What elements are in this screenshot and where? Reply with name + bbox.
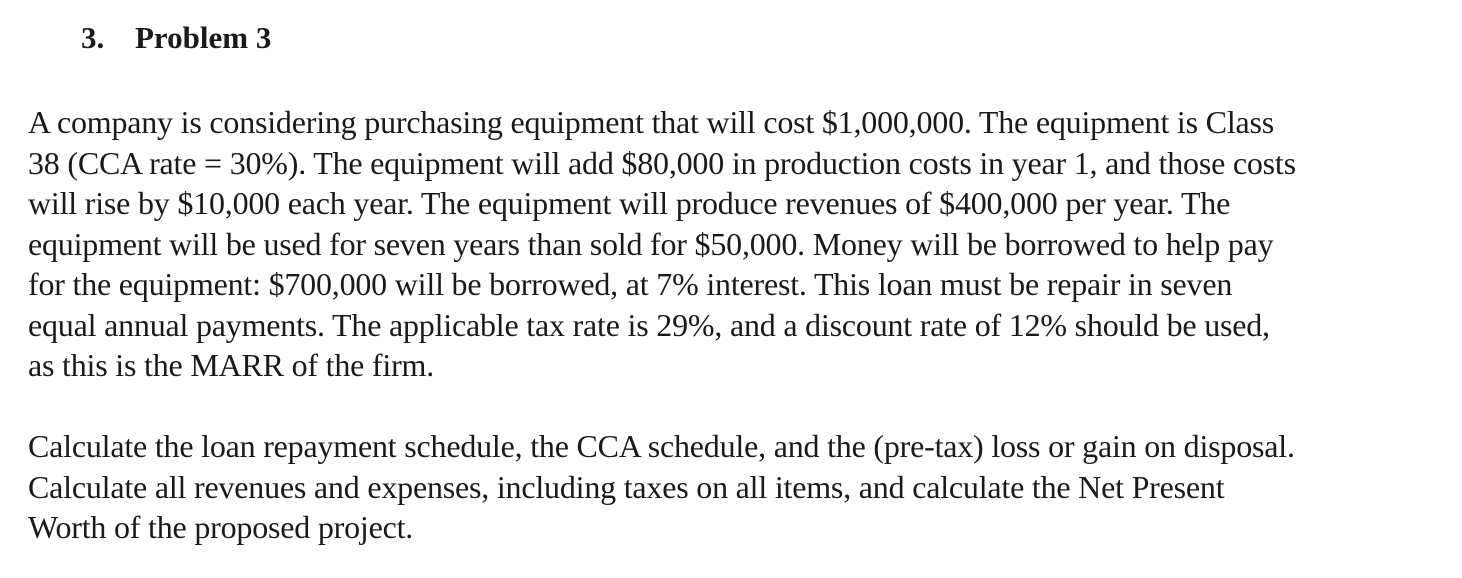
paragraph-line: for the equipment: $700,000 will be borrowed, at 7% interest. This loan must be repair in seven	[28, 266, 1233, 302]
task-instructions-paragraph	[28, 426, 1295, 548]
paragraph-line: Calculate all revenues and expenses, including taxes on all items, and calculate the Net Present	[28, 468, 1225, 505]
paragraph-line: 38 (CCA rate = 30%). The equipment will add $80,000 in production costs in year 1, and those costs	[28, 144, 1296, 181]
paragraph-line: Calculate the loan repayment schedule, the CCA schedule, and the (pre-tax) loss or gain on disposal.	[28, 428, 1295, 464]
paragraph-line: will rise by $10,000 each year. The equipment will produce revenues of $400,000 per year. The	[28, 185, 1231, 221]
problem-statement-paragraph	[28, 102, 1296, 386]
problem-number: 3.	[81, 20, 105, 55]
paragraph-line: A company is considering purchasing equipment that will cost $1,000,000. The equipment is Class	[28, 104, 1275, 140]
paragraph-line: Worth of the proposed project.	[28, 509, 414, 545]
paragraph-line: as this is the MARR of the firm.	[28, 347, 435, 383]
problem-heading	[81, 18, 271, 58]
paragraph-line: equal annual payments. The applicable tax rate is 29%, and a discount rate of 12% should be used,	[28, 306, 1270, 343]
paragraph-line: equipment will be used for seven years than sold for $50,000. Money will be borrowed to help pay	[28, 225, 1274, 262]
problem-title: Problem 3	[135, 20, 272, 55]
